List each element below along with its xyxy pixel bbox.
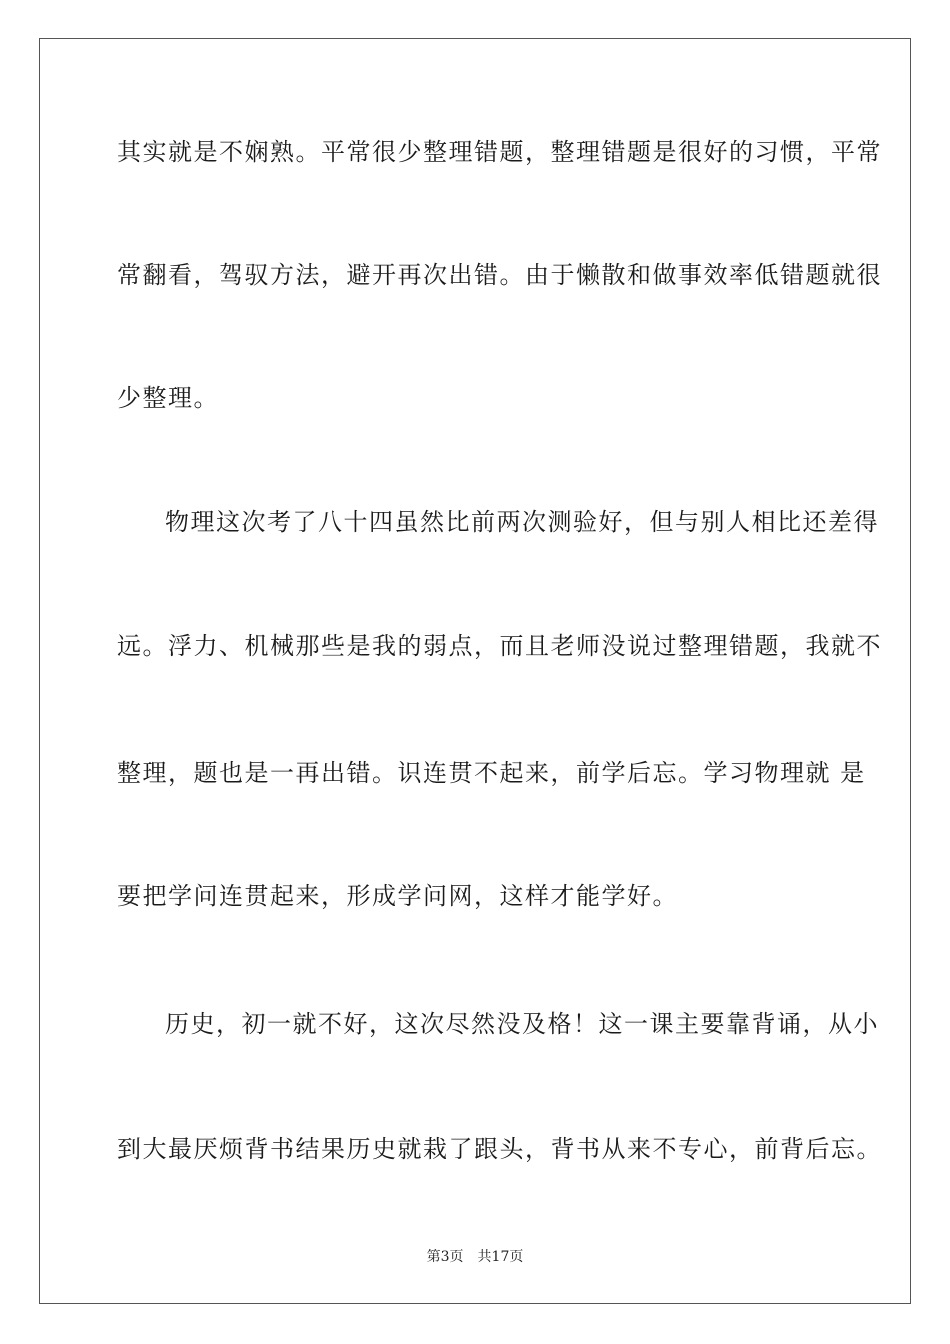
text-line-2: 常翻看，驾驭方法，避开再次出错。由于懒散和做事效率低错题就很 <box>117 261 882 289</box>
page-total: 共17页 <box>477 1249 524 1265</box>
text-line-9: 到大最厌烦背书结果历史就栽了跟头，背书从来不专心，前背后忘。 <box>117 1135 882 1163</box>
text-line-5: 远。浮力、机械那些是我的弱点，而且老师没说过整理错题，我就不 <box>117 632 882 660</box>
page-number: 第3页 <box>426 1249 464 1265</box>
text-line-3: 少整理。 <box>117 384 219 412</box>
text-line-7: 要把学问连贯起来，形成学问网，这样才能学好。 <box>117 882 678 910</box>
text-line-1: 其实就是不娴熟。平常很少整理错题，整理错题是很好的习惯，平常 <box>117 138 882 166</box>
text-line-8-paragraph-start: 历史，初一就不好，这次尽然没及格！这一课主要靠背诵，从小 <box>165 1010 879 1038</box>
page-border <box>39 38 911 1304</box>
text-line-6: 整理，题也是一再出错。识连贯不起来，前学后忘。学习物理就 是 <box>117 759 866 787</box>
text-line-4-paragraph-start: 物理这次考了八十四虽然比前两次测验好，但与别人相比还差得 <box>165 508 879 536</box>
page-footer <box>0 1248 950 1266</box>
